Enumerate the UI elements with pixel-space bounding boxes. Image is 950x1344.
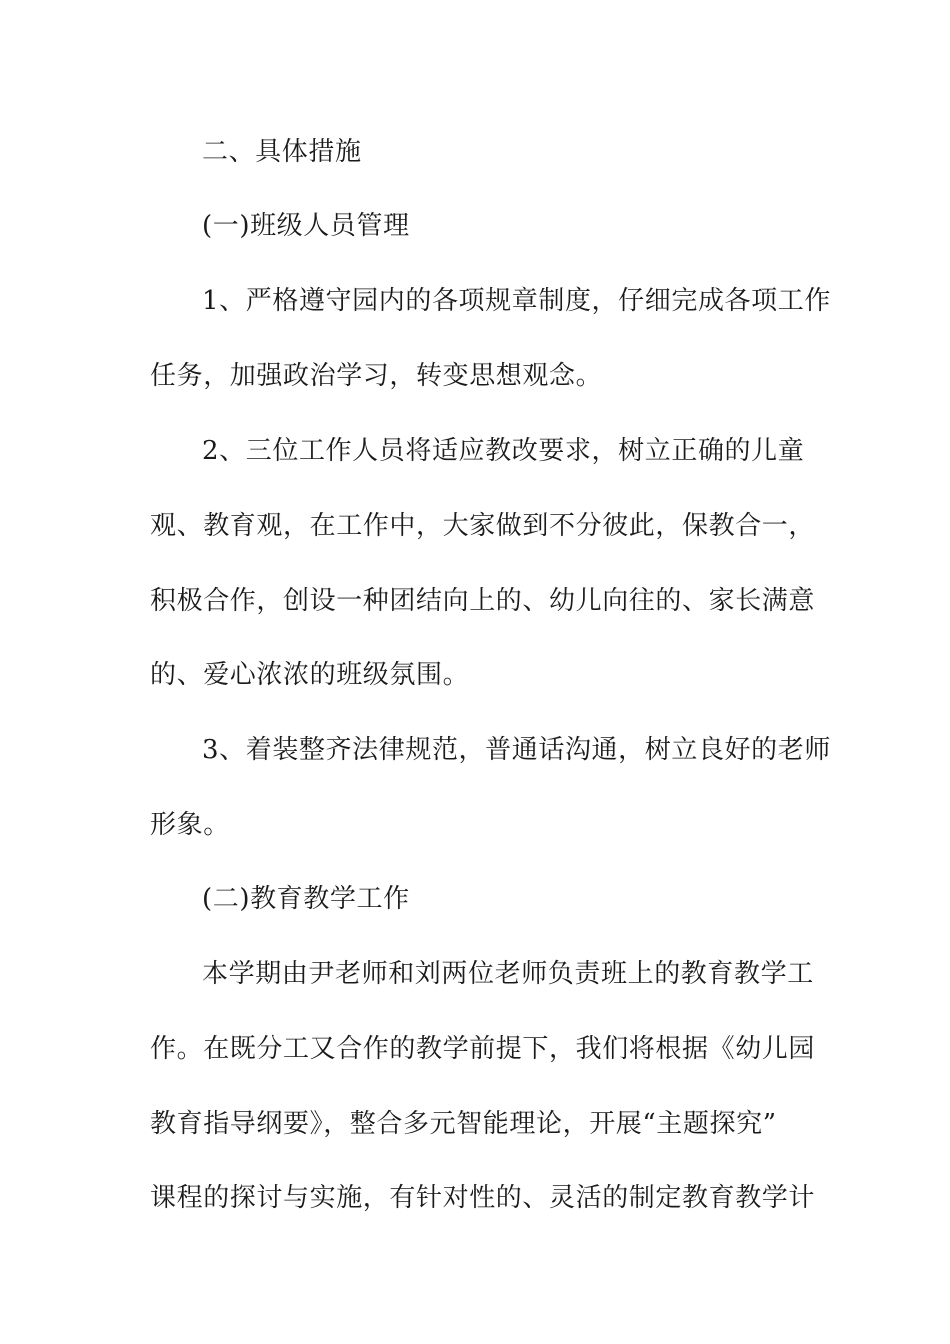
subsection-title-teaching: (二)教育教学工作	[202, 884, 410, 914]
item-2-line-3: 积极合作，创设一种团结向上的、幼儿向往的、家长满意	[150, 586, 816, 616]
paragraph-line-3: 教育指导纲要》，整合多元智能理论，开展“主题探究”	[150, 1109, 777, 1139]
paragraph-line-2: 作。在既分工又合作的教学前提下，我们将根据《幼儿园	[150, 1034, 816, 1064]
paragraph-line-1: 本学期由尹老师和刘两位老师负责班上的教育教学工	[202, 959, 814, 989]
item-2-line-4: 的、爱心浓浓的班级氛围。	[150, 660, 470, 690]
section-heading: 二、具体措施	[202, 137, 362, 167]
item-3-line-2: 形象。	[150, 810, 230, 840]
item-3-line-1: 3、着装整齐法律规范，普通话沟通，树立良好的老师	[202, 735, 831, 765]
item-1-line-1: 1、严格遵守园内的各项规章制度，仔细完成各项工作	[202, 286, 831, 316]
item-2-line-2: 观、教育观，在工作中，大家做到不分彼此，保教合一，	[150, 511, 816, 541]
subsection-title-staff: (一)班级人员管理	[202, 211, 410, 241]
item-1-line-2: 任务，加强政治学习，转变思想观念。	[150, 361, 603, 391]
paragraph-line-4: 课程的探讨与实施，有针对性的、灵活的制定教育教学计	[150, 1183, 816, 1213]
item-2-line-1: 2、三位工作人员将适应教改要求，树立正确的儿童	[202, 436, 805, 466]
